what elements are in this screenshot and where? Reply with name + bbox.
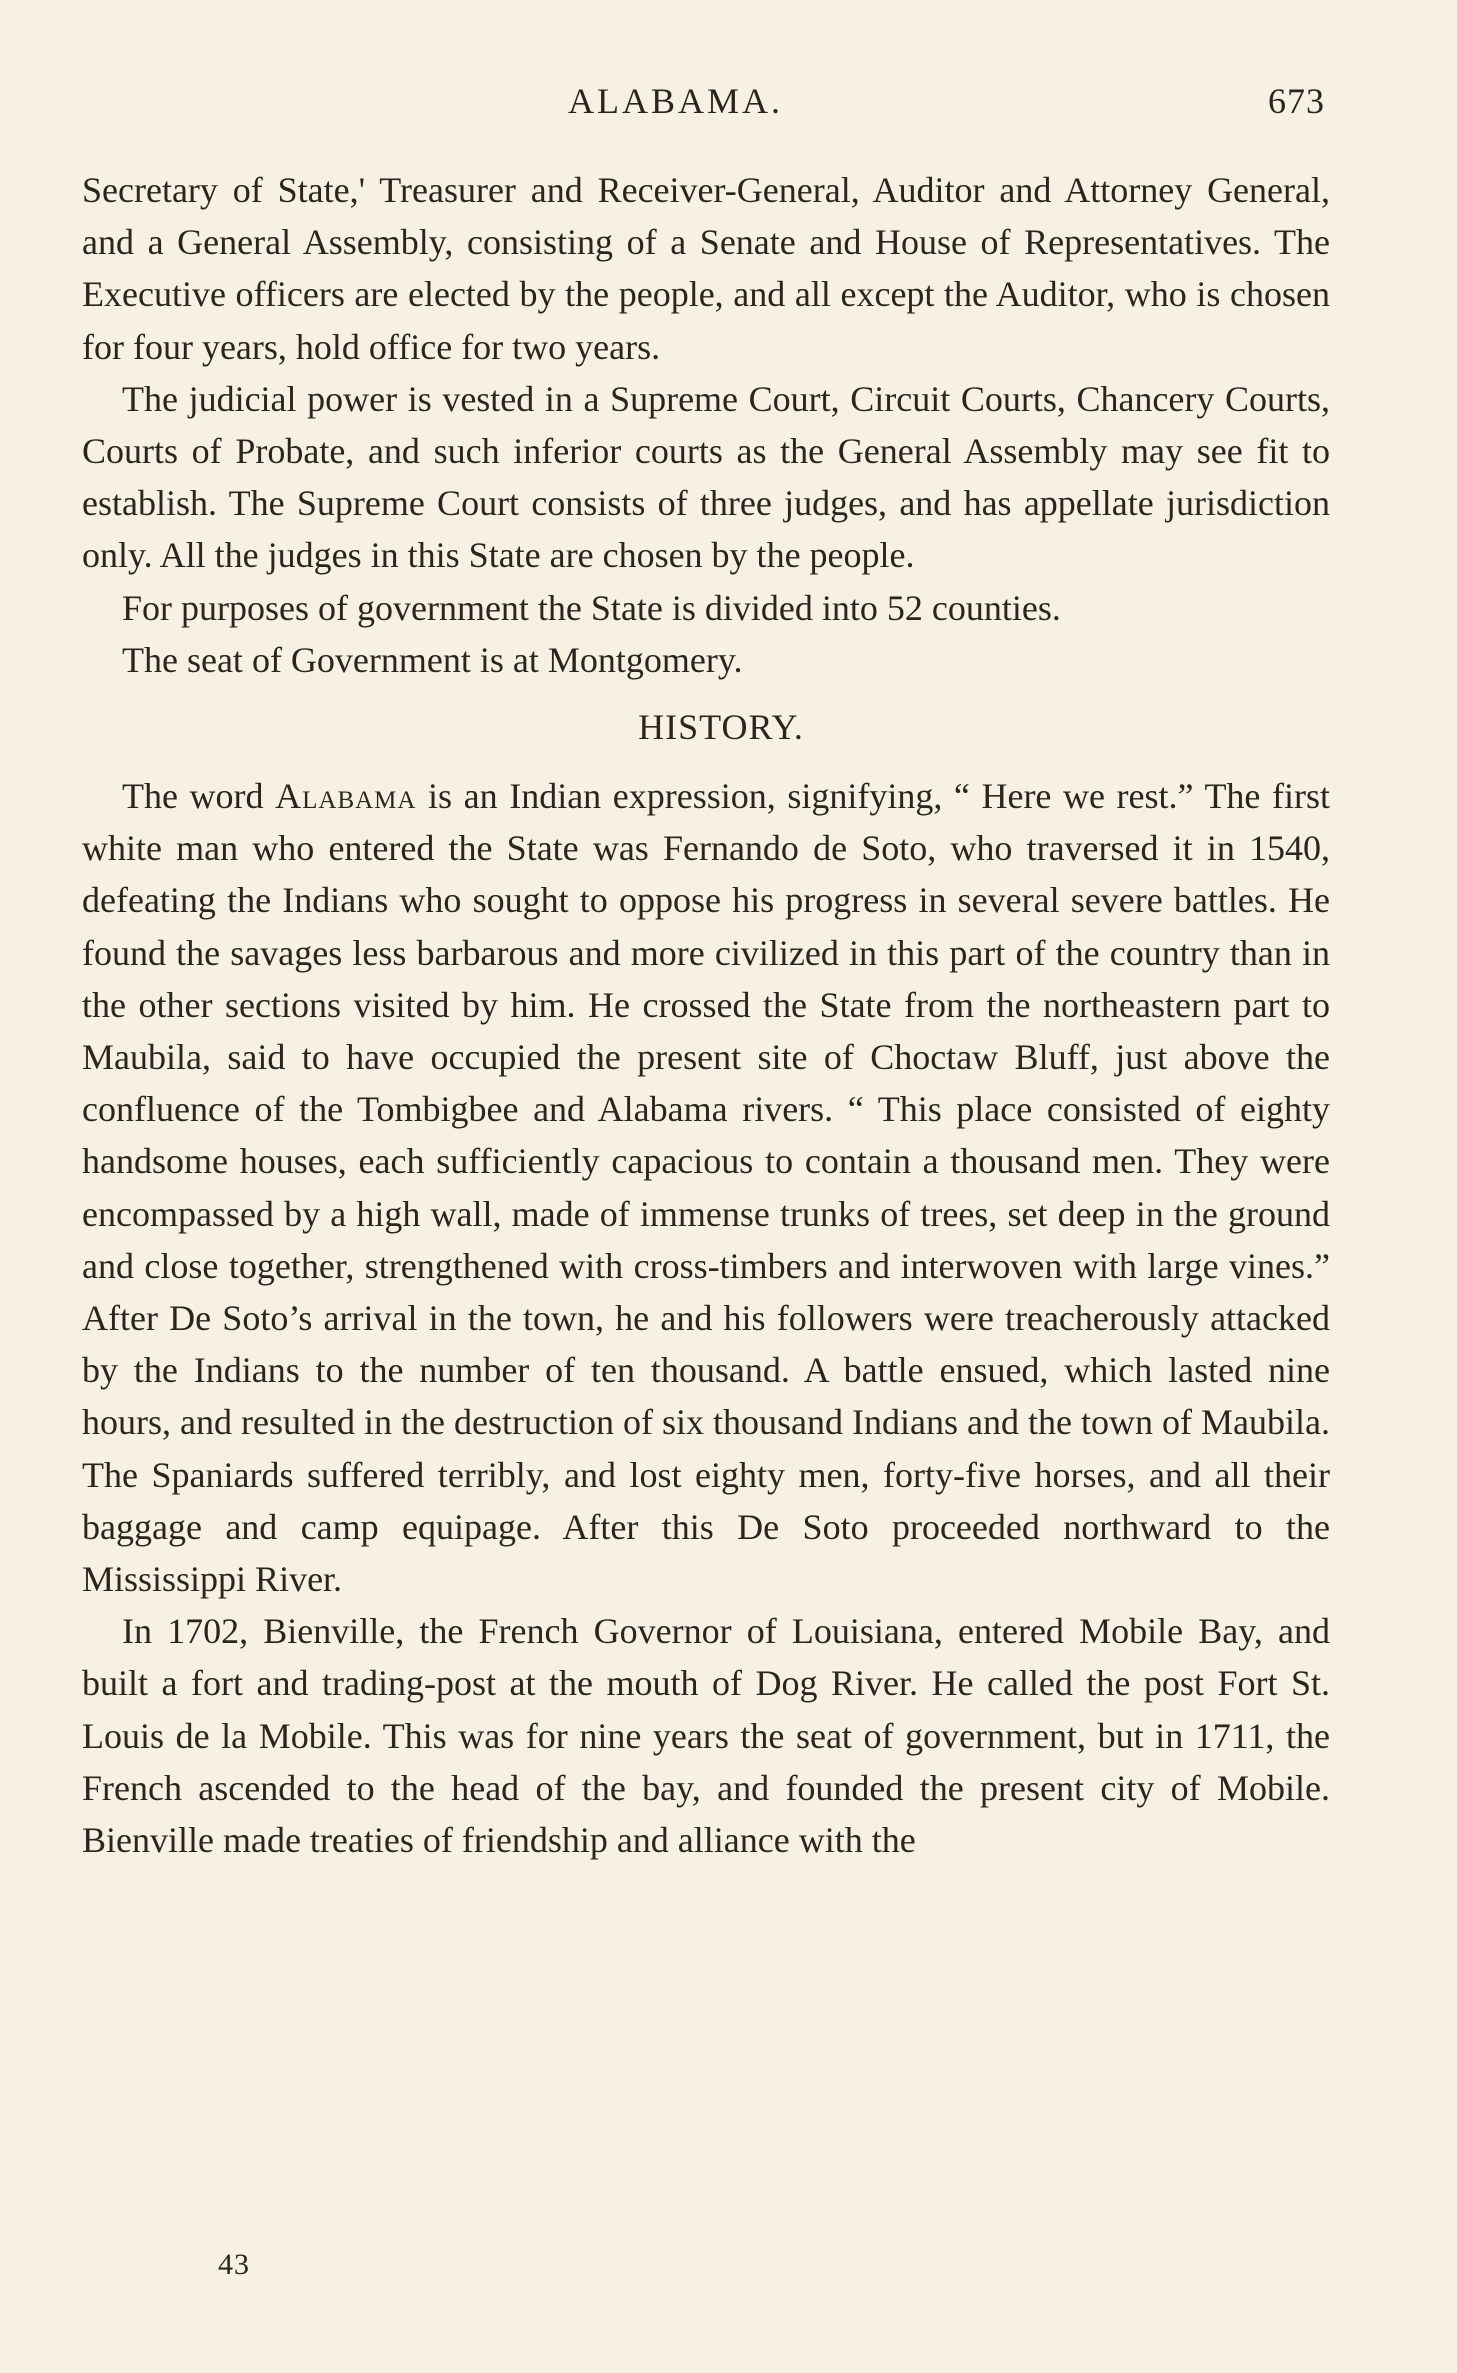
history-lead-text: The word bbox=[122, 776, 276, 817]
paragraph-executive-officers: Secretary of State,' Treasurer and Receiver-General, Auditor and Attorney General, and a General Assembly, consisting of a Senate and House of Representatives. The Executive officers are elected by the people, and all except the Auditor, who is chosen for four years, hold office for two years. bbox=[82, 170, 1330, 367]
paragraph-history-bienville: In 1702, Bienville, the French Governor of Louisiana, entered Mobile Bay, and built a fort and trading-post at the mouth of Dog River. He called the post Fort St. Louis de la Mobile. This was for nine years the seat of government, but in 1711, the French ascended to the head of the bay, and founded the present city of Mobile. Bienville made treaties of friendship and alliance with the bbox=[82, 1611, 1330, 1861]
alabama-small-caps: Alabama bbox=[275, 776, 417, 817]
history-paragraph-text: is an Indian expression, signifying, “ Here we rest.” The first white man who entered the State was Fernando de Soto, who traversed it in 1540, defeating the Indians who sought to oppose his progress in several severe battles. He found the savages less barbarous and more civilized in this part of the country than in the other sections visited by him. He crossed the State from the northeastern part to Maubila, said to have occupied the present site of Choctaw Bluff, just above the confluence of the Tombigbee and Alabama rivers. “ This place consisted of eighty handsome houses, each sufficiently capacious to contain a thousand men. They were encompassed by a high wall, made of immense trunks of trees, set deep in the ground and close together, strengthened with cross-timbers and interwoven with large vines.” After De Soto’s arrival in the town, he and his followers were treacherously attacked by the Indians to the number of ten thousand. A battle ensued, which lasted nine hours, and resulted in the destruction of six thousand Indians and the town of Maubila. The Spaniards suffered terribly, and lost eighty men, forty-five horses, and all their baggage and camp equipage. After this De Soto proceeded northward to the Mississippi River. bbox=[82, 776, 1330, 1600]
paragraph-seat-of-government: The seat of Government is at Montgomery. bbox=[122, 639, 743, 680]
paragraph-judicial-power: The judicial power is vested in a Supreme Court, Circuit Courts, Chancery Courts, Courts of Probate, and such inferior courts as the General Assembly may see fit to establish. The Supreme Court consists of three judges, and has appellate jurisdiction only. All the judges in this State are chosen by the people. bbox=[82, 378, 1330, 576]
running-head-title: ALABAMA. bbox=[568, 81, 784, 121]
signature-mark: 43 bbox=[218, 2248, 250, 2281]
page-number: 673 bbox=[1268, 81, 1325, 121]
paragraph-counties: For purposes of government the State is divided into 52 counties. bbox=[122, 587, 1061, 628]
body-text bbox=[82, 164, 1330, 1866]
section-heading-history: HISTORY. bbox=[638, 707, 804, 748]
running-head bbox=[0, 80, 1457, 120]
paragraph-history-origins bbox=[82, 770, 1330, 1605]
